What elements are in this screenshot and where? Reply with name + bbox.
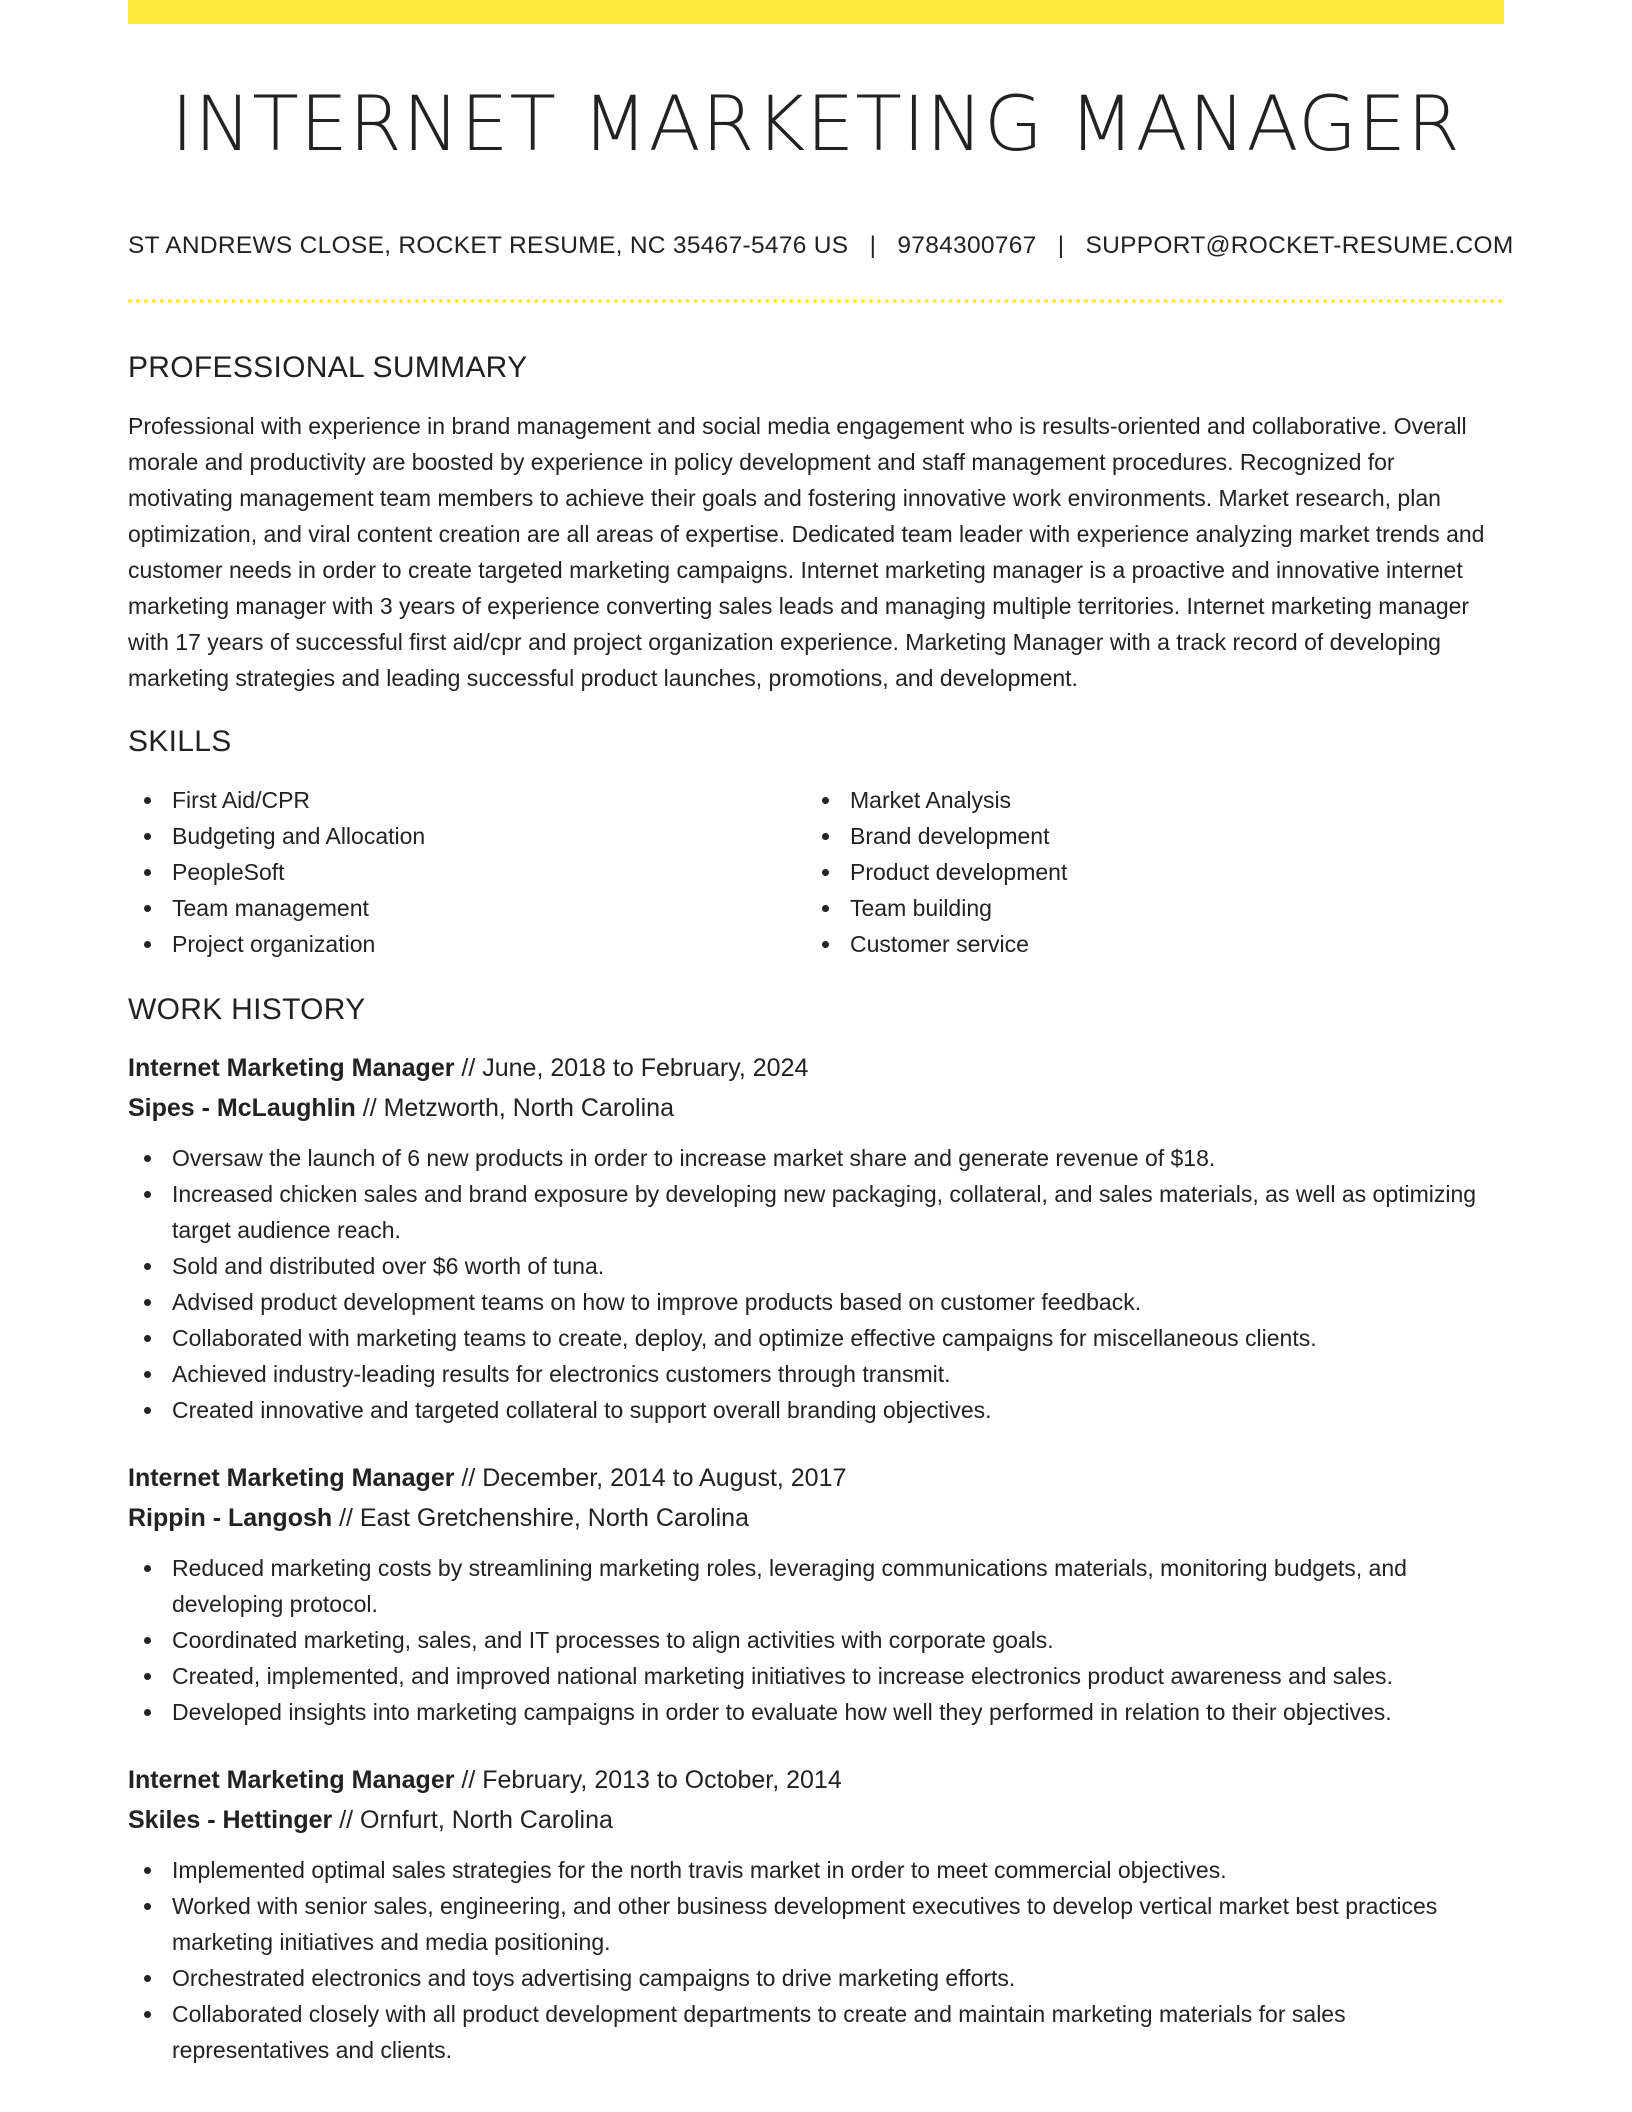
job-entry [128, 1048, 1504, 1428]
skills-list [128, 782, 1504, 962]
job-bullet: Collaborated closely with all product development departments to create and maintain marketing materials for sales representatives and clients. [128, 1996, 1504, 2068]
skill-item: Project organization [128, 926, 806, 962]
job-bullet: Orchestrated electronics and toys advertising campaigns to drive marketing efforts. [128, 1960, 1504, 1996]
email: SUPPORT@ROCKET-RESUME.COM [1085, 231, 1514, 259]
skill-item: Brand development [806, 818, 1484, 854]
skill-item: First Aid/CPR [128, 782, 806, 818]
job-bullet: Advised product development teams on how to improve products based on customer feedback. [128, 1284, 1504, 1320]
skills-column-right [806, 782, 1484, 962]
job-company: Rippin - Langosh [128, 1503, 333, 1532]
job-entry [128, 1760, 1504, 2068]
skill-item: Budgeting and Allocation [128, 818, 806, 854]
job-bullet: Sold and distributed over $6 worth of tuna. [128, 1248, 1504, 1284]
job-bullet: Created innovative and targeted collateral to support overall branding objectives. [128, 1392, 1504, 1428]
phone: 9784300767 [897, 231, 1037, 259]
job-company: Skiles - Hettinger [128, 1805, 333, 1834]
summary-text: Professional with experience in brand management and social media engagement who is results-oriented and collaborative. Overall morale and productivity are boosted by experience in policy development and staff management procedures. Recognized for motivating management team members to achieve their goals and fostering innovative work environments. Market research, plan optimization, and viral content creation are all areas of expertise. Dedicated team leader with experience analyzing market trends and customer needs in order to create targeted marketing campaigns. Internet marketing manager is a proactive and innovative internet marketing manager with 3 years of experience converting sales leads and managing multiple territories. Internet marketing manager with 17 years of successful first aid/cpr and project organization experience. Marketing Manager with a track record of developing marketing strategies and leading successful product launches, promotions, and development. [128, 412, 1485, 691]
job-entry [128, 1458, 1504, 1730]
job-title-line [128, 1458, 1504, 1498]
contact-line [128, 231, 1514, 260]
contact-separator: | [869, 231, 877, 259]
job-dates: // February, 2013 to October, 2014 [461, 1765, 842, 1794]
job-bullet: Achieved industry-leading results for electronics customers through transmit. [128, 1356, 1504, 1392]
job-bullet: Collaborated with marketing teams to create, deploy, and optimize effective campaigns for miscellaneous clients. [128, 1320, 1504, 1356]
job-bullet: Oversaw the launch of 6 new products in order to increase market share and generate revenue of $18. [128, 1140, 1504, 1176]
job-company-line [128, 1498, 1504, 1538]
accent-bar [128, 0, 1504, 24]
skill-item: Customer service [806, 926, 1484, 962]
job-title-line [128, 1760, 1504, 1800]
job-company-line [128, 1800, 1504, 1840]
dotted-divider [128, 299, 1504, 303]
job-location: // East Gretchenshire, North Carolina [339, 1503, 749, 1532]
resume-title: INTERNET MARKETING MANAGER [171, 79, 1461, 168]
job-dates: // June, 2018 to February, 2024 [461, 1053, 809, 1082]
job-bullets [128, 1550, 1504, 1730]
job-bullet: Coordinated marketing, sales, and IT processes to align activities with corporate goals. [128, 1622, 1504, 1658]
skills-heading: SKILLS [128, 724, 232, 758]
skill-item: PeopleSoft [128, 854, 806, 890]
job-bullet: Worked with senior sales, engineering, and other business development executives to develop vertical market best practices marketing initiatives and media positioning. [128, 1888, 1504, 1960]
job-bullets [128, 1852, 1504, 2068]
skill-item: Team management [128, 890, 806, 926]
job-title-line [128, 1048, 1504, 1088]
job-bullet: Increased chicken sales and brand exposure by developing new packaging, collateral, and sales materials, as well as optimizing target audience reach. [128, 1176, 1504, 1248]
contact-separator: | [1057, 231, 1065, 259]
skills-column-left [128, 782, 806, 962]
job-location: // Metzworth, North Carolina [362, 1093, 674, 1122]
job-bullet: Implemented optimal sales strategies for the north travis market in order to meet commercial objectives. [128, 1852, 1504, 1888]
job-company: Sipes - McLaughlin [128, 1093, 356, 1122]
job-role: Internet Marketing Manager [128, 1765, 455, 1794]
skill-item: Market Analysis [806, 782, 1484, 818]
job-dates: // December, 2014 to August, 2017 [461, 1463, 847, 1492]
job-role: Internet Marketing Manager [128, 1053, 455, 1082]
job-bullet: Developed insights into marketing campaigns in order to evaluate how well they performed in relation to their objectives. [128, 1694, 1504, 1730]
job-location: // Ornfurt, North Carolina [339, 1805, 613, 1834]
job-bullets [128, 1140, 1504, 1428]
job-bullet: Created, implemented, and improved national marketing initiatives to increase electronics product awareness and sales. [128, 1658, 1504, 1694]
skill-item: Team building [806, 890, 1484, 926]
resume-page [128, 0, 1514, 2068]
summary-heading: PROFESSIONAL SUMMARY [128, 350, 528, 384]
address: ST ANDREWS CLOSE, ROCKET RESUME, NC 35467-5476 US [128, 231, 849, 259]
skill-item: Product development [806, 854, 1484, 890]
job-role: Internet Marketing Manager [128, 1463, 455, 1492]
job-bullet: Reduced marketing costs by streamlining marketing roles, leveraging communications materials, monitoring budgets, and developing protocol. [128, 1550, 1504, 1622]
job-company-line [128, 1088, 1504, 1128]
work-history-heading: WORK HISTORY [128, 992, 366, 1026]
